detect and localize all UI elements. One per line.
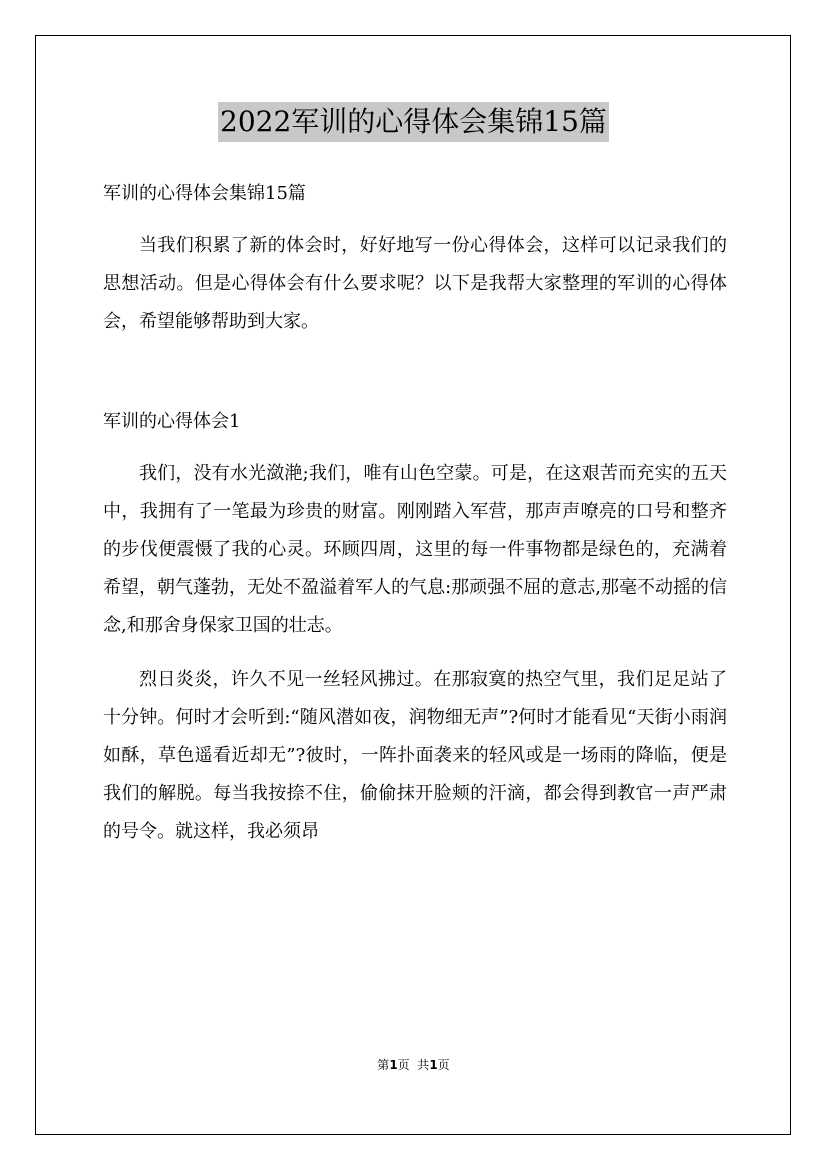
footer-page-current: 1 (389, 1058, 398, 1072)
document-body (103, 175, 727, 851)
intro-paragraph: 当我们积累了新的体会时，好好地写一份心得体会，这样可以记录我们的思想活动。但是心得体会有什么要求呢？以下是我帮大家整理的军训的心得体会，希望能够帮助到大家。 (103, 235, 727, 332)
section-heading: 军训的心得体会1 (103, 411, 241, 432)
body-paragraph: 烈日炎炎，许久不见一丝轻风拂过。在那寂寞的热空气里，我们足足站了十分钟。何时才会听到:“随风潜如夜，润物细无声”?何时才能看见“天街小雨润如酥，草色遥看近却无”?彼时，一阵扑面袭来的轻风或是一场雨的降临，便是我们的解脱。每当我按捺不住，偷偷抹开脸颊的汗滴，都会得到教官一声严肃的号令。就这样，我必须昂 (103, 669, 727, 842)
footer-page-total: 1 (429, 1058, 438, 1072)
footer-page-mid: 页 共 (397, 1058, 430, 1072)
page-footer (0, 1056, 827, 1073)
body-paragraph: 我们，没有水光潋滟;我们，唯有山色空蒙。可是，在这艰苦而充实的五天中，我拥有了一笔最为珍贵的财富。刚刚踏入军营，那声声嘹亮的口号和整齐的步伐便震慑了我的心灵。环顾四周，这里的每一件事物都是绿色的，充满着希望，朝气蓬勃，无处不盈溢着军人的气息:那顽强不屈的意志,那毫不动摇的信念,和那舍身保家卫国的壮志。 (103, 463, 727, 636)
footer-page-suffix: 页 (437, 1058, 450, 1072)
title-container (0, 102, 827, 142)
document-title: 2022军训的心得体会集锦15篇 (218, 102, 609, 142)
document-subtitle: 军训的心得体会集锦15篇 (103, 183, 306, 204)
footer-page-prefix: 第 (377, 1058, 390, 1072)
